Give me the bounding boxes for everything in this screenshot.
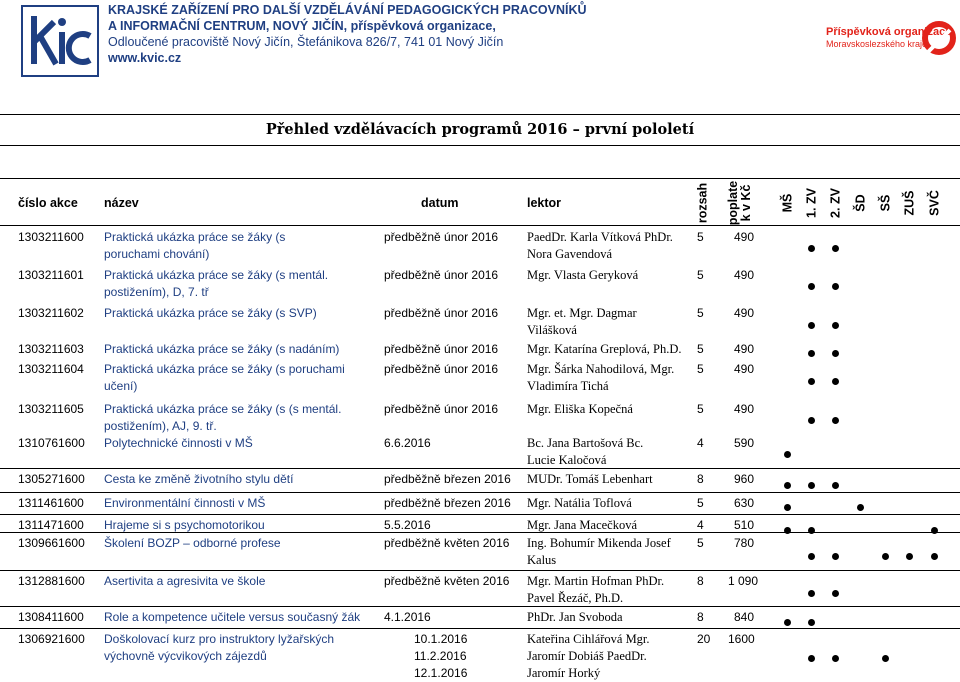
program-date: předběžně únor 2016 — [384, 402, 499, 416]
target-dot-2zv — [832, 482, 839, 489]
program-name: Praktická ukázka práce se žáky (s poruchami učení) — [104, 362, 345, 393]
table-row — [0, 492, 960, 512]
program-date: předběžně únor 2016 — [384, 362, 499, 376]
col-name-header: název — [104, 196, 139, 210]
program-scope: 20 — [697, 632, 711, 646]
table-row — [0, 468, 960, 492]
program-name: Praktická ukázka práce se žáky (s (s mentál. postižením), AJ, 9. tř. — [104, 402, 342, 433]
region-logo-line-2: Moravskoslezského kraje — [826, 39, 928, 49]
col-fee-header: poplate k v Kč — [726, 180, 753, 226]
program-scope: 8 — [697, 574, 704, 588]
program-fee: 840 — [734, 610, 755, 624]
table-row — [0, 532, 960, 570]
target-dot-1zv — [808, 283, 815, 290]
col-zv2-header: 2. ZV — [828, 188, 843, 218]
target-dot-2zv — [832, 350, 839, 357]
program-scope: 5 — [697, 496, 704, 510]
program-lecturer: PaedDr. Karla Vítková PhDr. Nora Gavendová — [527, 230, 673, 261]
col-scope-header: rozsah — [695, 182, 710, 224]
target-dot-s — [882, 655, 889, 662]
program-lecturer: Kateřina Cihlářová Mgr. Jaromír Dobiáš PaedDr. Jaromír Horký — [527, 632, 650, 680]
table-row — [0, 302, 960, 338]
program-lecturer: Bc. Jana Bartošová Bc. Lucie Kaločová — [527, 436, 644, 467]
program-date: předběžně květen 2016 — [384, 574, 510, 588]
program-fee: 510 — [734, 518, 755, 532]
program-name: Praktická ukázka práce se žáky (s nadáním) — [104, 342, 340, 356]
program-fee: 1 090 — [728, 574, 759, 588]
program-name: Environmentální činnosti v MŠ — [104, 496, 266, 510]
program-scope: 5 — [697, 342, 704, 356]
col-ms-header: MŠ — [780, 193, 795, 213]
target-dot-s — [882, 553, 889, 560]
program-lecturer: Mgr. Katarína Greplová, Ph.D. — [527, 342, 682, 356]
table-row — [0, 338, 960, 358]
program-lecturer: Mgr. Eliška Kopečná — [527, 402, 633, 416]
program-scope: 4 — [697, 436, 704, 450]
program-fee: 1600 — [728, 632, 755, 646]
program-id: 1303211605 — [18, 402, 84, 416]
organization-info — [108, 2, 587, 66]
target-dot-2zv — [832, 322, 839, 329]
program-scope: 5 — [697, 362, 704, 376]
program-scope: 5 — [697, 268, 704, 282]
target-dot-1zv — [808, 417, 815, 424]
program-date: předběžně únor 2016 — [384, 268, 499, 282]
target-dot-1zv — [808, 322, 815, 329]
program-fee: 960 — [734, 472, 755, 486]
target-dot-1zv — [808, 619, 815, 626]
table-row — [0, 358, 960, 394]
target-dot-2zv — [832, 378, 839, 385]
program-scope: 4 — [697, 518, 704, 532]
program-date: 5.5.2016 — [384, 518, 431, 532]
table-row — [0, 226, 960, 260]
table-row — [0, 264, 960, 298]
region-emblem-icon — [922, 18, 956, 68]
target-dot-1zv — [808, 655, 815, 662]
target-dot-1zv — [808, 378, 815, 385]
table-row — [0, 570, 960, 606]
program-fee: 490 — [734, 306, 755, 320]
program-lecturer: MUDr. Tomáš Lebenhart — [527, 472, 653, 486]
col-sd-header: ŠD — [853, 194, 868, 212]
program-fee: 630 — [734, 496, 755, 510]
target-dot-2zv — [832, 655, 839, 662]
target-dot-1zv — [808, 245, 815, 252]
col-zus-header: ZUŠ — [902, 190, 917, 216]
program-id: 1303211603 — [18, 342, 84, 356]
target-dot-d — [857, 504, 864, 511]
program-lecturer: Mgr. Martin Hofman PhDr. Pavel Řezáč, Ph.D. — [527, 574, 665, 605]
program-name: Role a kompetence učitele versus současný žák — [104, 610, 361, 624]
program-lecturer: Ing. Bohumír Mikenda Josef Kalus — [527, 536, 671, 567]
col-zv1-header: 1. ZV — [804, 188, 819, 218]
target-dot-zu — [906, 553, 913, 560]
program-scope: 5 — [697, 536, 704, 550]
org-website[interactable]: www.kvic.cz — [108, 51, 182, 65]
program-fee: 590 — [734, 436, 755, 450]
program-scope: 5 — [697, 402, 704, 416]
program-date: 4.1.2016 — [384, 610, 431, 624]
target-dot-1zv — [808, 553, 815, 560]
program-fee: 490 — [734, 342, 755, 356]
target-dot-2zv — [832, 417, 839, 424]
program-date: 6.6.2016 — [384, 436, 431, 450]
header — [0, 0, 960, 100]
program-id: 1308411600 — [18, 610, 84, 624]
program-id: 1303211600 — [18, 230, 84, 244]
program-id: 1303211601 — [18, 268, 84, 282]
program-date: předběžně únor 2016 — [384, 230, 499, 244]
col-ss-header: SŠ — [878, 194, 893, 212]
program-date: předběžně březen 2016 — [384, 472, 511, 486]
org-line-3: Odloučené pracoviště Nový Jičín, Štefánikova 826/7, 741 01 Nový Jičín — [108, 35, 504, 49]
program-id: 1303211604 — [18, 362, 84, 376]
kvic-logo — [20, 4, 100, 78]
program-name: Hrajeme si s psychomotorikou — [104, 518, 265, 532]
table-row — [0, 398, 960, 432]
target-dot-2zv — [832, 245, 839, 252]
region-logo — [822, 14, 957, 74]
program-lecturer: Mgr. Šárka Nahodilová, Mgr. Vladimíra Tichá — [527, 362, 675, 393]
org-line-2: A INFORMAČNÍ CENTRUM, NOVÝ JIČÍN, příspěvková organizace, — [108, 19, 496, 33]
program-name: Asertivita a agresivita ve škole — [104, 574, 266, 588]
target-dot-2zv — [832, 553, 839, 560]
program-lecturer: Mgr. Jana Macečková — [527, 518, 638, 532]
org-line-1: KRAJSKÉ ZAŘÍZENÍ PRO DALŠÍ VZDĚLÁVÁNÍ PEDAGOGICKÝCH PRACOVNÍKŮ — [108, 3, 587, 17]
program-id: 1311471600 — [18, 518, 84, 532]
target-dot-m — [784, 504, 791, 511]
program-fee: 490 — [734, 268, 755, 282]
table-row — [0, 432, 960, 466]
col-svc-header: SVČ — [927, 190, 942, 216]
col-date-header: datum — [421, 196, 459, 210]
program-id: 1306921600 — [18, 632, 85, 646]
col-lecturer-header: lektor — [527, 196, 562, 210]
program-lecturer: Mgr. et. Mgr. Dagmar Vilášková — [527, 306, 637, 337]
program-fee: 490 — [734, 230, 755, 244]
col-id-header: číslo akce — [18, 196, 78, 210]
program-name: Praktická ukázka práce se žáky (s SVP) — [104, 306, 317, 320]
target-dot-m — [784, 482, 791, 489]
program-name: Praktická ukázka práce se žáky (s mentál. postižením), D, 7. tř — [104, 268, 329, 299]
table-row — [0, 628, 960, 678]
region-logo-line-1: Příspěvková organizace — [826, 26, 952, 38]
program-id: 1312881600 — [18, 574, 85, 588]
target-dot-1zv — [808, 350, 815, 357]
program-id: 1303211602 — [18, 306, 84, 320]
program-id: 1310761600 — [18, 436, 85, 450]
table-row — [0, 606, 960, 628]
program-name: Školení BOZP – odborné profese — [104, 536, 281, 550]
program-name: Cesta ke změně životního stylu dětí — [104, 472, 294, 486]
program-scope: 5 — [697, 306, 704, 320]
program-id: 1305271600 — [18, 472, 85, 486]
program-fee: 490 — [734, 362, 755, 376]
program-name: Doškolovací kurz pro instruktory lyžařských výchovně výcvikových zájezdů — [104, 632, 335, 663]
target-dot-sv — [931, 553, 938, 560]
program-fee: 780 — [734, 536, 755, 550]
target-dot-1zv — [808, 590, 815, 597]
program-id: 1309661600 — [18, 536, 85, 550]
target-dot-2zv — [832, 283, 839, 290]
program-scope: 8 — [697, 472, 704, 486]
target-dot-m — [784, 619, 791, 626]
program-name: Praktická ukázka práce se žáky (s poruchami chování) — [104, 230, 286, 261]
program-id: 1311461600 — [18, 496, 84, 510]
program-date: předběžně únor 2016 — [384, 306, 499, 320]
program-name: Polytechnické činnosti v MŠ — [104, 436, 253, 450]
target-dot-m — [784, 451, 791, 458]
page-title: Přehled vzdělávacích programů 2016 – první pololetí — [0, 114, 960, 146]
program-date: 10.1.2016 11.2.2016 12.1.2016 — [414, 632, 468, 680]
program-scope: 8 — [697, 610, 704, 624]
program-date: předběžně únor 2016 — [384, 342, 499, 356]
target-dot-1zv — [808, 482, 815, 489]
program-scope: 5 — [697, 230, 704, 244]
program-date: předběžně březen 2016 — [384, 496, 511, 510]
program-fee: 490 — [734, 402, 755, 416]
program-lecturer: Mgr. Vlasta Geryková — [527, 268, 639, 282]
program-date: předběžně květen 2016 — [384, 536, 510, 550]
table-header — [0, 178, 960, 226]
program-lecturer: Mgr. Natália Toflová — [527, 496, 632, 510]
target-dot-2zv — [832, 590, 839, 597]
program-lecturer: PhDr. Jan Svoboda — [527, 610, 623, 624]
